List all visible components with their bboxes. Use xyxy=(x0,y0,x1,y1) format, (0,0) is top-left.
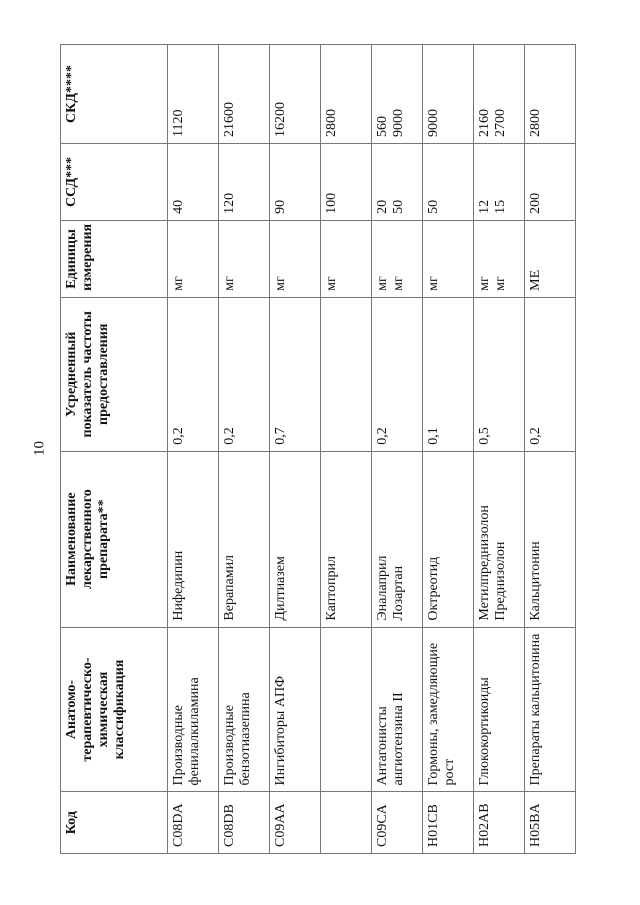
cell-code: C09AA xyxy=(270,792,321,854)
cell-unit xyxy=(474,220,525,297)
table-row xyxy=(219,45,270,854)
cell-ssd xyxy=(525,143,576,220)
cell-atc: Производные фенилалкиламина xyxy=(168,627,219,792)
cell-unit-value: мг xyxy=(426,276,441,291)
table-header-row xyxy=(61,45,168,854)
cell-drug xyxy=(423,451,474,627)
cell-ssd-value: 100 xyxy=(324,192,339,214)
cell-skd xyxy=(525,45,576,144)
cell-unit-value: мг xyxy=(493,276,509,291)
cell-skd xyxy=(474,45,525,144)
cell-unit-value: мг xyxy=(222,276,237,291)
cell-unit xyxy=(423,220,474,297)
cell-skd xyxy=(168,45,219,144)
header-ssd: ССД*** xyxy=(61,143,168,220)
cell-ssd-value: 20 xyxy=(375,199,390,214)
cell-drug xyxy=(168,451,219,627)
cell-skd-value: 560 xyxy=(375,115,390,137)
cell-drug-value: Преднизолон xyxy=(493,541,509,621)
cell-frequency: 0,2 xyxy=(168,297,219,451)
cell-skd-value: 21600 xyxy=(222,101,237,137)
cell-unit-value: мг xyxy=(324,276,339,291)
cell-frequency: 0,1 xyxy=(423,297,474,451)
cell-frequency: 0,2 xyxy=(372,297,423,451)
cell-drug xyxy=(321,451,372,627)
cell-ssd-value: 40 xyxy=(171,199,186,214)
cell-code: C08DB xyxy=(219,792,270,854)
cell-frequency: 0,2 xyxy=(525,297,576,451)
header-drug: Наименование лекарственного препарата** xyxy=(61,451,168,627)
cell-ssd xyxy=(372,143,423,220)
cell-skd xyxy=(321,45,372,144)
cell-drug xyxy=(474,451,525,627)
cell-unit xyxy=(168,220,219,297)
cell-code xyxy=(321,792,372,854)
cell-unit xyxy=(219,220,270,297)
cell-code: H05BA xyxy=(525,792,576,854)
drug-table xyxy=(60,44,576,854)
table-row xyxy=(321,45,372,854)
cell-unit-value: мг xyxy=(171,276,186,291)
cell-atc xyxy=(321,627,372,792)
cell-unit xyxy=(321,220,372,297)
table-row xyxy=(474,45,525,854)
cell-ssd-value: 120 xyxy=(222,192,237,214)
cell-atc: Производные бензотиазепина xyxy=(219,627,270,792)
table-row xyxy=(372,45,423,854)
cell-unit-value: мг xyxy=(391,276,407,291)
cell-code: H02AB xyxy=(474,792,525,854)
cell-unit xyxy=(270,220,321,297)
header-frequency: Усредненный показатель частоты предоставления xyxy=(61,297,168,451)
cell-ssd-value: 90 xyxy=(273,199,288,214)
table-row xyxy=(525,45,576,854)
header-skd: СКД**** xyxy=(61,45,168,144)
cell-ssd xyxy=(270,143,321,220)
cell-drug xyxy=(270,451,321,627)
header-unit: Единицы измерения xyxy=(61,220,168,297)
cell-ssd xyxy=(423,143,474,220)
cell-drug xyxy=(372,451,423,627)
cell-drug xyxy=(219,451,270,627)
cell-unit-value: мг xyxy=(477,276,492,291)
cell-ssd-value: 200 xyxy=(528,192,543,214)
rotated-table-wrapper xyxy=(60,44,620,854)
cell-code: C08DA xyxy=(168,792,219,854)
cell-skd xyxy=(219,45,270,144)
cell-drug-value: Эналаприл xyxy=(375,555,390,621)
cell-drug-value: Метилпреднизолон xyxy=(477,505,492,621)
cell-drug-value: Лозартан xyxy=(391,565,407,621)
cell-skd-value: 16200 xyxy=(273,101,288,137)
cell-drug-value: Дилтиазем xyxy=(273,556,288,621)
cell-skd-value: 9000 xyxy=(391,108,407,137)
cell-atc: Ингибиторы АПФ xyxy=(270,627,321,792)
page-number: 10 xyxy=(31,441,48,456)
cell-ssd-value: 15 xyxy=(493,199,509,214)
cell-skd-value: 1120 xyxy=(171,109,186,137)
cell-atc: Гормоны, замедляющие рост xyxy=(423,627,474,792)
cell-skd-value: 2800 xyxy=(528,108,543,137)
cell-drug xyxy=(525,451,576,627)
cell-frequency xyxy=(321,297,372,451)
cell-code: H01CB xyxy=(423,792,474,854)
cell-unit-value: мг xyxy=(375,276,390,291)
cell-drug-value: Кальцитонин xyxy=(528,541,543,621)
cell-atc: Препараты кальцитонина xyxy=(525,627,576,792)
cell-drug-value: Октреотид xyxy=(426,556,441,621)
cell-skd xyxy=(270,45,321,144)
cell-skd-value: 2800 xyxy=(324,108,339,137)
table-row xyxy=(423,45,474,854)
cell-frequency: 0,5 xyxy=(474,297,525,451)
cell-drug-value: Нифедипин xyxy=(171,550,186,621)
cell-skd xyxy=(423,45,474,144)
cell-atc: Антагонисты ангиотензина II xyxy=(372,627,423,792)
cell-skd-value: 2700 xyxy=(493,108,509,137)
cell-code: C09CA xyxy=(372,792,423,854)
cell-drug-value: Каптоприл xyxy=(324,555,339,621)
table-row xyxy=(168,45,219,854)
cell-atc: Глюкокортикоиды xyxy=(474,627,525,792)
cell-drug-value: Верапамил xyxy=(222,554,237,621)
cell-unit-value: мг xyxy=(273,276,288,291)
cell-skd-value: 9000 xyxy=(426,108,441,137)
cell-ssd-value: 12 xyxy=(477,199,492,214)
cell-ssd-value: 50 xyxy=(391,199,407,214)
cell-unit xyxy=(372,220,423,297)
cell-ssd xyxy=(474,143,525,220)
cell-unit-value: МЕ xyxy=(528,269,543,291)
table-body xyxy=(168,45,576,854)
cell-ssd-value: 50 xyxy=(426,199,441,214)
header-atc: Анатомо-терапевтическо-химическая классификация xyxy=(61,627,168,792)
cell-frequency: 0,2 xyxy=(219,297,270,451)
cell-unit xyxy=(525,220,576,297)
cell-skd-value: 2160 xyxy=(477,108,492,137)
cell-frequency: 0,7 xyxy=(270,297,321,451)
cell-ssd xyxy=(321,143,372,220)
table-row xyxy=(270,45,321,854)
header-code: Код xyxy=(61,792,168,854)
cell-ssd xyxy=(168,143,219,220)
cell-skd xyxy=(372,45,423,144)
cell-ssd xyxy=(219,143,270,220)
